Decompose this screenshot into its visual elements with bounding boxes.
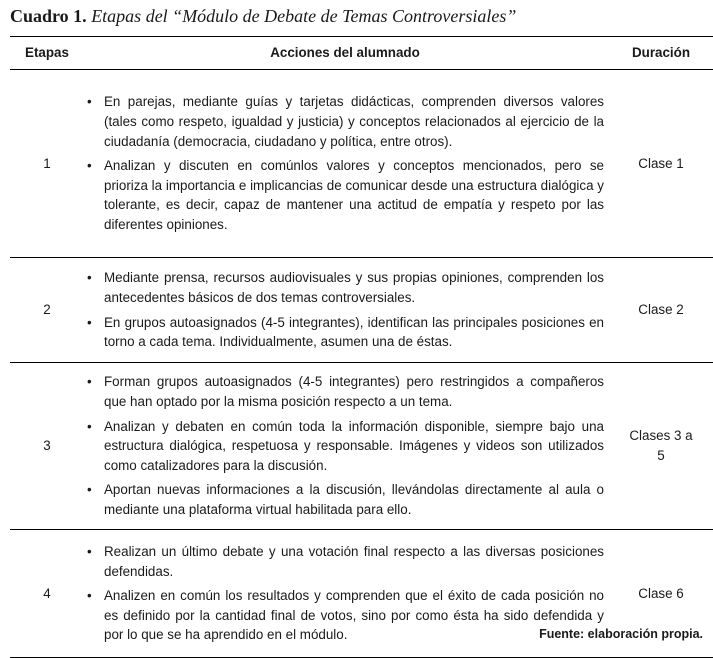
caption-title: Etapas del “Módulo de Debate de Temas Controversiales”	[91, 6, 517, 26]
action-item: • Analizan y discuten en comúnlos valores y conceptos mencionados, pero se prioriza la importancia e implicancias de comunicar desde una estructura dialógica y tolerante, es decir, capaz de mantener una actitud de empatía y respeto por las diferentes opiniones.	[84, 156, 604, 234]
actions-list	[84, 259, 606, 360]
table-row	[10, 70, 713, 258]
stage-number: 3	[10, 363, 84, 530]
action-item: • Analizen en común los resultados y comprenden que el éxito de cada posición no es definido por la cantidad final de votos, sino por como ésta ha sido defendida y por lo que se ha aprendido en el módulo.	[84, 586, 604, 645]
duration-cell: Clase 1	[606, 70, 713, 258]
action-item: • Realizan un último debate y una votación final respecto a las diversas posiciones defendidas.	[84, 542, 604, 581]
table-caption	[10, 6, 516, 27]
duration-cell	[606, 363, 713, 530]
stage-number: 4	[10, 530, 84, 658]
header-duration: Duración	[606, 37, 713, 70]
actions-cell	[84, 258, 606, 363]
action-item: • Analizan y debaten en común toda la información disponible, siempre bajo una estructura dialógica, respetuosa y responsable. Imágenes y videos son utilizados como catalizadores para la discusión.	[84, 417, 604, 476]
stage-number: 1	[10, 70, 84, 258]
actions-cell	[84, 363, 606, 530]
actions-list	[84, 363, 606, 528]
action-item: • Aportan nuevas informaciones a la discusión, llevándolas directamente al aula o mediante una plataforma virtual habilitada para ello.	[84, 480, 604, 519]
actions-list	[84, 83, 606, 243]
action-item: • En parejas, mediante guías y tarjetas didácticas, comprenden diversos valores (tales como respeto, igualdad y justicia) y conceptos relacionados al ejercicio de la ciudadanía (democracia, ciudadano y política, entre otros).	[84, 92, 604, 151]
caption-label: Cuadro 1.	[10, 6, 87, 26]
actions-list	[84, 533, 606, 654]
table-row	[10, 363, 713, 530]
stages-table	[10, 36, 713, 658]
actions-cell	[84, 530, 606, 658]
duration-text: Clases 3 a 5	[629, 428, 693, 463]
action-item: • Forman grupos autoasignados (4-5 integrantes) pero restringidos a compañeros que han optado por la misma posición respecto a un tema.	[84, 372, 604, 411]
header-actions: Acciones del alumnado	[84, 37, 606, 70]
table-row	[10, 258, 713, 363]
action-item: • Mediante prensa, recursos audiovisuales y sus propias opiniones, comprenden los antecedentes básicos de dos temas controversiales.	[84, 268, 604, 307]
duration-cell: Clase 2	[606, 258, 713, 363]
header-row	[10, 37, 713, 70]
header-stage: Etapas	[10, 37, 84, 70]
source-note: Fuente: elaboración propia.	[539, 627, 703, 641]
stage-number: 2	[10, 258, 84, 363]
actions-cell	[84, 70, 606, 258]
duration-cell: Clase 6	[606, 530, 713, 658]
action-item: • En grupos autoasignados (4-5 integrantes), identifican las principales posiciones en torno a cada tema. Individualmente, asumen una de éstas.	[84, 313, 604, 352]
